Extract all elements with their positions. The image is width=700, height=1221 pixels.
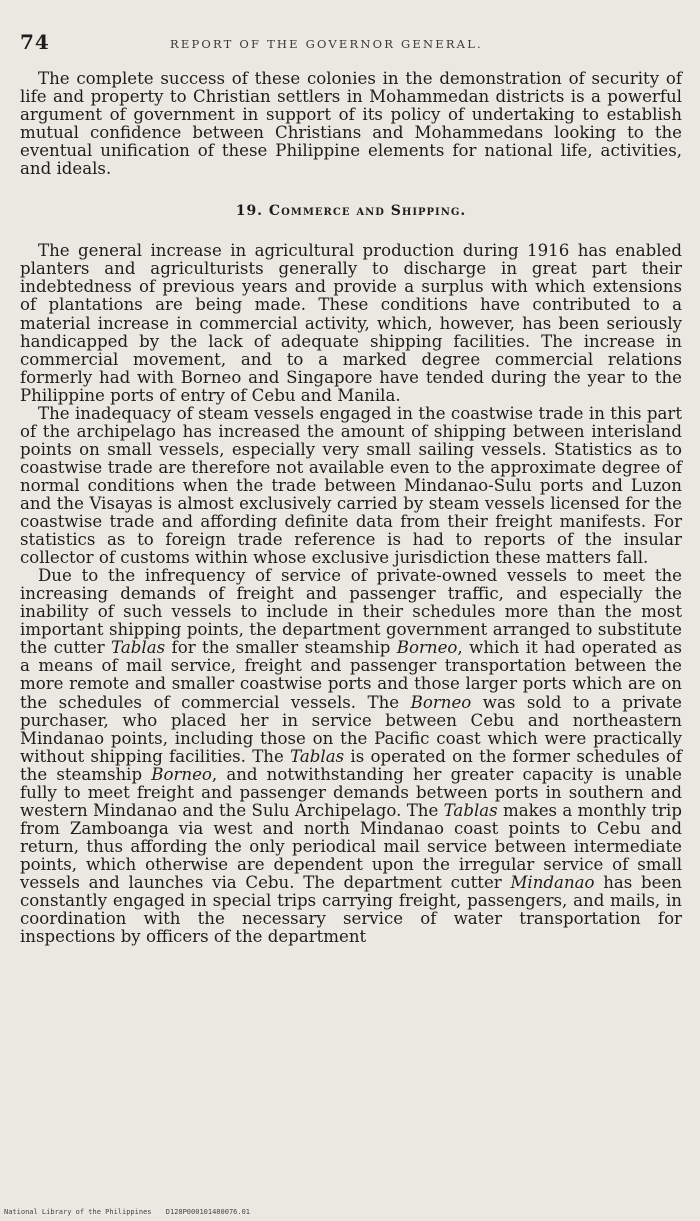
- paragraph-agricultural-increase: The general increase in agricultural production during 1916 has enabled planters and agriculturists generally to discharge in great part their indebtedness of previous years and provide a surplus with which extensions of plantations are being made. These conditions have contributed to a material increase in commercial activity, which, however, has been seriously handicapped by the lack of adequate shipping facilities. The increase in commercial movement, and to a marked degree commercial relations formerly had with Borneo and Singapore have tended during the year to the Philippine ports of entry of Cebu and Manila.: [20, 241, 682, 405]
- running-head: REPORT OF THE GOVERNOR GENERAL.: [170, 37, 483, 51]
- text-run: , which it had operated as a means of mail service, freight and passenger transportation between the more remote and smaller coastwise ports and those larger ports which are on the schedules of commercial vessels. The: [20, 638, 682, 712]
- text-run: makes a monthly trip from Zamboanga via west and north Mindanao coast points to Cebu and return, thus affording the only periodical mail service between intermediate points, which otherwise are dependent upon the irregular service of small vessels and launches via Cebu. The department cutter: [20, 800, 682, 892]
- scan-footer: [4, 1208, 250, 1216]
- text-run: , and notwithstanding her greater capacity is unable fully to meet freight and passenger demands between ports in southern and western Mindanao and the Sulu Archipelago. The: [20, 764, 682, 820]
- paragraph-steam-vessels: The inadequacy of steam vessels engaged in the coastwise trade in this part of the archipelago has increased the amount of shipping between interisland points on small vessels, especially very small sailing vessels. Statistics as to coastwise trade are therefore not available even to the approximate degree of normal conditions when the trade between Mindanao-Sulu ports and Luzon and the Visayas is almost exclusively carried by steam vessels licensed for the coastwise trade and affording definite data from their freight manifests. For statistics as to foreign trade reference is had to reports of the insular collector of customs within whose exclusive jurisdiction these matters fall.: [20, 403, 682, 568]
- paragraph-cutter-service: [20, 567, 682, 946]
- page-body: [20, 70, 682, 946]
- section-heading: 19. Commerce and Shipping.: [235, 203, 467, 220]
- vessel-name: Borneo: [396, 638, 458, 658]
- text-run: Due to the infrequency of service of private-owned vessels to meet the increasing demands of freight and passenger traffic, and especially the inability of such vessels to include in their schedules more than the most important shipping points, the department government arranged to substitute the cutter: [20, 566, 682, 658]
- library-credit: National Library of the Philippines: [4, 1208, 152, 1216]
- text-run: has been constantly engaged in special trips carrying freight, passengers, and mails, in coordination with the necessary service of water transportation for inspections by officers of the department: [20, 872, 682, 947]
- vessel-name: Tablas: [443, 800, 498, 820]
- vessel-name: Borneo: [151, 764, 212, 784]
- vessel-name: Mindanao: [510, 872, 595, 892]
- page-number: 74: [20, 30, 50, 54]
- vessel-name: Tablas: [111, 638, 166, 658]
- vessel-name: Borneo: [410, 692, 472, 712]
- paragraph-colonies: The complete success of these colonies in the demonstration of security of life and property to Christian settlers in Mohammedan districts is a powerful argument of government in support of its policy of undertaking to establish mutual confidence between Christians and Mohammedans looking to the eventual unification of these Philippine elements for national life, activities, and ideals.: [20, 69, 682, 179]
- vessel-name: Tablas: [290, 746, 345, 766]
- text-run: for the smaller steamship: [165, 638, 397, 658]
- text-run: is operated on the former schedules of the steamship: [20, 746, 683, 784]
- scan-code: D128P000101480076.01: [165, 1208, 251, 1216]
- text-run: was sold to a private purchaser, who placed her in service between Cebu and northeastern Mindanao points, including those on the Pacific coast which were practically without shipping facilities. The: [20, 692, 683, 766]
- page-header: [20, 30, 670, 54]
